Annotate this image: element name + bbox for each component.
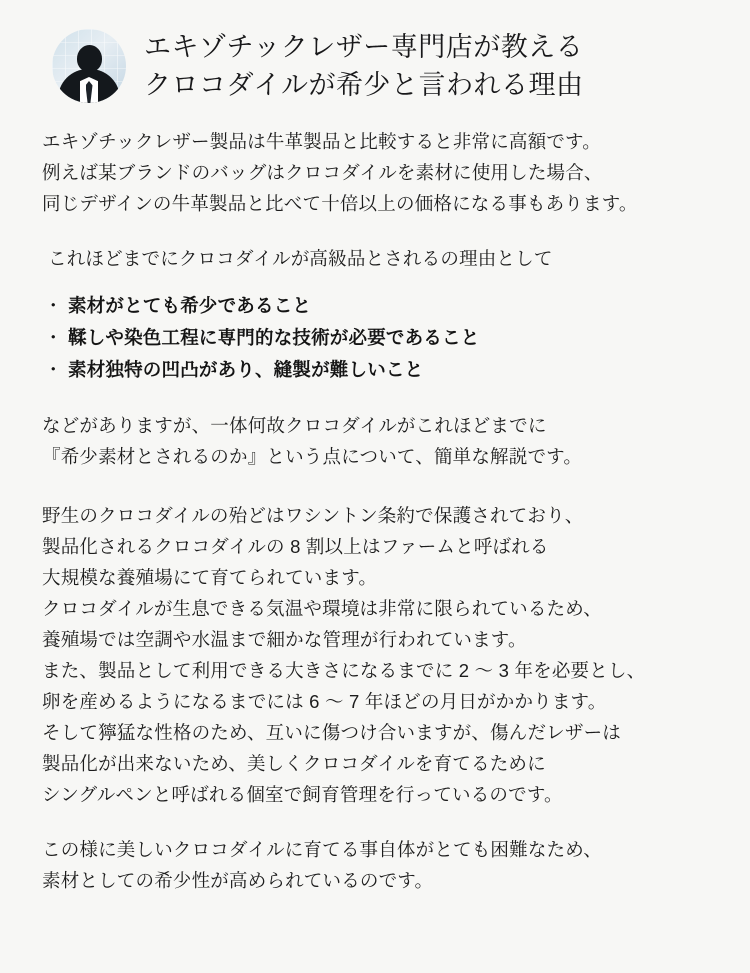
spacer (42, 386, 710, 410)
paragraph-4-line-6: また、製品として利用できる大きさになるまでに 2 〜 3 年を必要とし、 (42, 660, 646, 681)
spacer (42, 472, 710, 500)
paragraph-5-line-2: 素材としての希少性が高められているのです。 (42, 870, 434, 891)
paragraph-2 (42, 243, 710, 274)
paragraph-1-line-1: エキゾチックレザー製品は牛革製品と比較すると非常に高額です。 (42, 131, 601, 152)
paragraph-3-line-1: などがありますが、一体何故クロコダイルがこれほどまでに (42, 415, 547, 436)
paragraph-4-line-9: 製品化が出来ないため、美しくクロコダイルを育てるために (42, 753, 546, 774)
paragraph-4-line-3: 大規模な養殖場にて育てられています。 (42, 567, 378, 588)
paragraph-3-line-2: 『希少素材とされるのか』という点について、簡単な解説です。 (42, 446, 583, 467)
paragraph-4-line-1: 野生のクロコダイルの殆どはワシントン条約で保護されており、 (42, 505, 584, 526)
article-header (0, 0, 750, 104)
list-item-label: 素材独特の凹凸があり、縫製が難しいこと (68, 359, 424, 380)
list-item-label: 素材がとても希少であること (68, 295, 312, 316)
paragraph-5 (42, 834, 710, 896)
paragraph-1 (42, 126, 710, 219)
paragraph-4-line-8: そして獰猛な性格のため、互いに傷つけ合いますが、傷んだレザーは (42, 722, 621, 743)
avatar-head (77, 45, 102, 72)
list-item-label: 鞣しや染色工程に専門的な技術が必要であること (68, 327, 480, 348)
list-item (42, 322, 710, 354)
page-title (144, 28, 583, 104)
paragraph-4-line-4: クロコダイルが生息できる気温や環境は非常に限られているため、 (42, 598, 602, 619)
paragraph-2-line-1: これほどまでにクロコダイルが高級品とされるの理由として (48, 248, 553, 269)
paragraph-1-line-2: 例えば某ブランドのバッグはクロコダイルを素材に使用した場合、 (42, 162, 603, 183)
paragraph-4-line-5: 養殖場では空調や水温まで細かな管理が行われています。 (42, 629, 527, 650)
paragraph-1-line-3: 同じデザインの牛革製品と比べて十倍以上の価格になる事もあります。 (42, 193, 638, 214)
page-title-line-2: クロコダイルが希少と言われる理由 (144, 70, 584, 100)
reason-list (42, 290, 710, 386)
paragraph-3 (42, 410, 710, 472)
list-item (42, 354, 710, 386)
paragraph-4 (42, 500, 710, 810)
paragraph-5-line-1: この様に美しいクロコダイルに育てる事自体がとても困難なため、 (42, 839, 602, 860)
bullet-marker-icon: ・ (44, 327, 63, 348)
list-item (42, 290, 710, 322)
spacer (42, 274, 710, 290)
paragraph-4-line-7: 卵を産めるようになるまでには 6 〜 7 年ほどの月日がかかります。 (42, 691, 607, 712)
paragraph-4-line-2: 製品化されるクロコダイルの 8 割以上はファームと呼ばれる (42, 536, 549, 557)
paragraph-4-line-10: シングルペンと呼ばれる個室で飼育管理を行っているのです。 (42, 784, 563, 805)
article-body (0, 104, 750, 896)
page-title-line-1: エキゾチックレザー専門店が教える (144, 32, 584, 62)
spacer (42, 219, 710, 243)
spacer (42, 810, 710, 834)
person-silhouette-avatar-icon (52, 29, 126, 103)
bullet-marker-icon: ・ (44, 359, 63, 380)
bullet-marker-icon: ・ (44, 295, 63, 316)
